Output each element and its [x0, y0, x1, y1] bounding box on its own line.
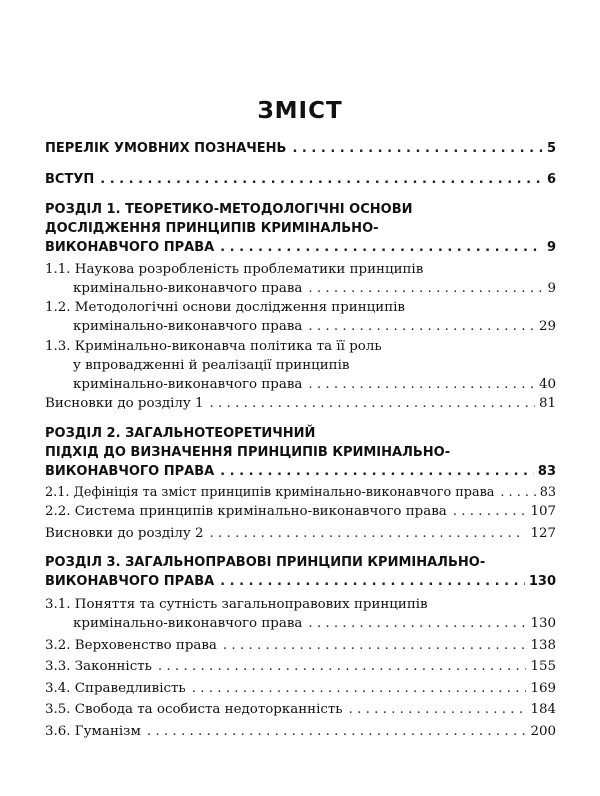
toc-entry	[45, 502, 556, 522]
toc-entry	[45, 636, 556, 656]
toc-entry	[45, 170, 556, 190]
toc-entry	[45, 614, 556, 634]
toc-entry-page: 5	[546, 141, 556, 156]
toc-entry	[45, 553, 556, 573]
toc-entry-page: 184	[530, 702, 556, 717]
toc-entry-text: Висновки до розділу 2	[45, 526, 204, 541]
toc-entry	[45, 394, 556, 414]
toc-entry-page: 9	[546, 240, 556, 255]
toc-entry	[45, 595, 556, 615]
toc-entry-text: ДОСЛІДЖЕННЯ ПРИНЦИПІВ КРИМІНАЛЬНО-	[45, 221, 379, 236]
toc-entry-text: ВСТУП	[45, 172, 95, 187]
toc-entry-page: 9	[547, 281, 556, 296]
page-title: ЗМІСТ	[257, 98, 343, 124]
toc-entry	[45, 200, 556, 220]
toc-entry-text: 3.4. Справедливість	[45, 681, 186, 696]
toc-entry-text: 2.1. Дефініція та зміст принципів кримінально-виконавчого права	[45, 485, 495, 500]
toc-entry	[45, 572, 556, 592]
toc-entry	[45, 424, 556, 444]
toc-entry	[45, 524, 556, 544]
toc-entry-text: кримінально-виконавчого права	[73, 377, 303, 392]
toc-entry-page: 130	[530, 616, 556, 631]
toc-entry-text: 1.3. Кримінально-виконавча політика та її роль	[45, 339, 382, 354]
toc-entry	[45, 443, 556, 463]
toc-entry-text: РОЗДІЛ 2. ЗАГАЛЬНОТЕОРЕТИЧНИЙ	[45, 426, 316, 441]
toc-entry	[45, 139, 556, 159]
toc-entry	[45, 356, 556, 376]
toc-entry-page: 6	[546, 172, 556, 187]
toc-entry-page: 130	[528, 574, 556, 589]
toc-entry-page: 83	[539, 485, 556, 500]
toc-entry	[45, 483, 556, 503]
toc-entry	[45, 238, 556, 258]
toc-entry-text: 3.3. Законність	[45, 659, 152, 674]
toc-entry	[45, 375, 556, 395]
toc-entry	[45, 279, 556, 299]
toc-entry-text: 3.5. Свобода та особиста недоторканність	[45, 702, 343, 717]
toc-entry-text: ВИКОНАВЧОГО ПРАВА	[45, 240, 215, 255]
toc-entry-page: 40	[538, 377, 556, 392]
toc-entry-text: ПІДХІД ДО ВИЗНАЧЕННЯ ПРИНЦИПІВ КРИМІНАЛЬНО-	[45, 445, 451, 460]
toc-entry-text: ВИКОНАВЧОГО ПРАВА	[45, 574, 215, 589]
toc-entry-text: 2.2. Система принципів кримінально-виконавчого права	[45, 504, 447, 519]
toc-entry-text: РОЗДІЛ 1. ТЕОРЕТИКО-МЕТОДОЛОГІЧНІ ОСНОВИ	[45, 202, 413, 217]
toc-entry-page: 138	[530, 638, 556, 653]
toc-entry	[45, 219, 556, 239]
toc-entry	[45, 317, 556, 337]
toc-entry-page: 29	[538, 319, 556, 334]
toc-entry-text: 1.1. Наукова розробленість проблематики принципів	[45, 262, 424, 277]
toc-entry	[45, 260, 556, 280]
toc-entry	[45, 298, 556, 318]
toc-entry	[45, 337, 556, 357]
toc-entry-page: 83	[537, 464, 556, 479]
toc-entry-text: ПЕРЕЛІК УМОВНИХ ПОЗНАЧЕНЬ	[45, 141, 287, 156]
toc-entry-text: 3.6. Гуманізм	[45, 724, 141, 739]
toc-entry-text: у впровадженні й реалізації принципів	[73, 358, 350, 373]
toc-entry-text: кримінально-виконавчого права	[73, 281, 303, 296]
toc-entry-page: 127	[530, 526, 556, 541]
toc-entry	[45, 462, 556, 482]
toc-entry-text: Висновки до розділу 1	[45, 396, 204, 411]
toc-entry-text: кримінально-виконавчого права	[73, 616, 303, 631]
toc-entry-text: кримінально-виконавчого права	[73, 319, 303, 334]
toc-entry	[45, 722, 556, 742]
toc-entry-page: 169	[530, 681, 556, 696]
toc-entry-page: 155	[530, 659, 556, 674]
toc-entry	[45, 700, 556, 720]
toc-entry-text: РОЗДІЛ 3. ЗАГАЛЬНОПРАВОВІ ПРИНЦИПИ КРИМІНАЛЬНО-	[45, 555, 486, 570]
toc-entry	[45, 679, 556, 699]
toc-entry-page: 81	[538, 396, 556, 411]
toc-entry-text: 3.2. Верховенство права	[45, 638, 217, 653]
toc-entry-text: 1.2. Методологічні основи дослідження принципів	[45, 300, 405, 315]
toc-entry-page: 200	[530, 724, 556, 739]
toc-entry-page: 107	[530, 504, 556, 519]
toc-entry	[45, 657, 556, 677]
toc-entry-text: 3.1. Поняття та сутність загальноправових принципів	[45, 597, 428, 612]
toc-entry-text: ВИКОНАВЧОГО ПРАВА	[45, 464, 215, 479]
